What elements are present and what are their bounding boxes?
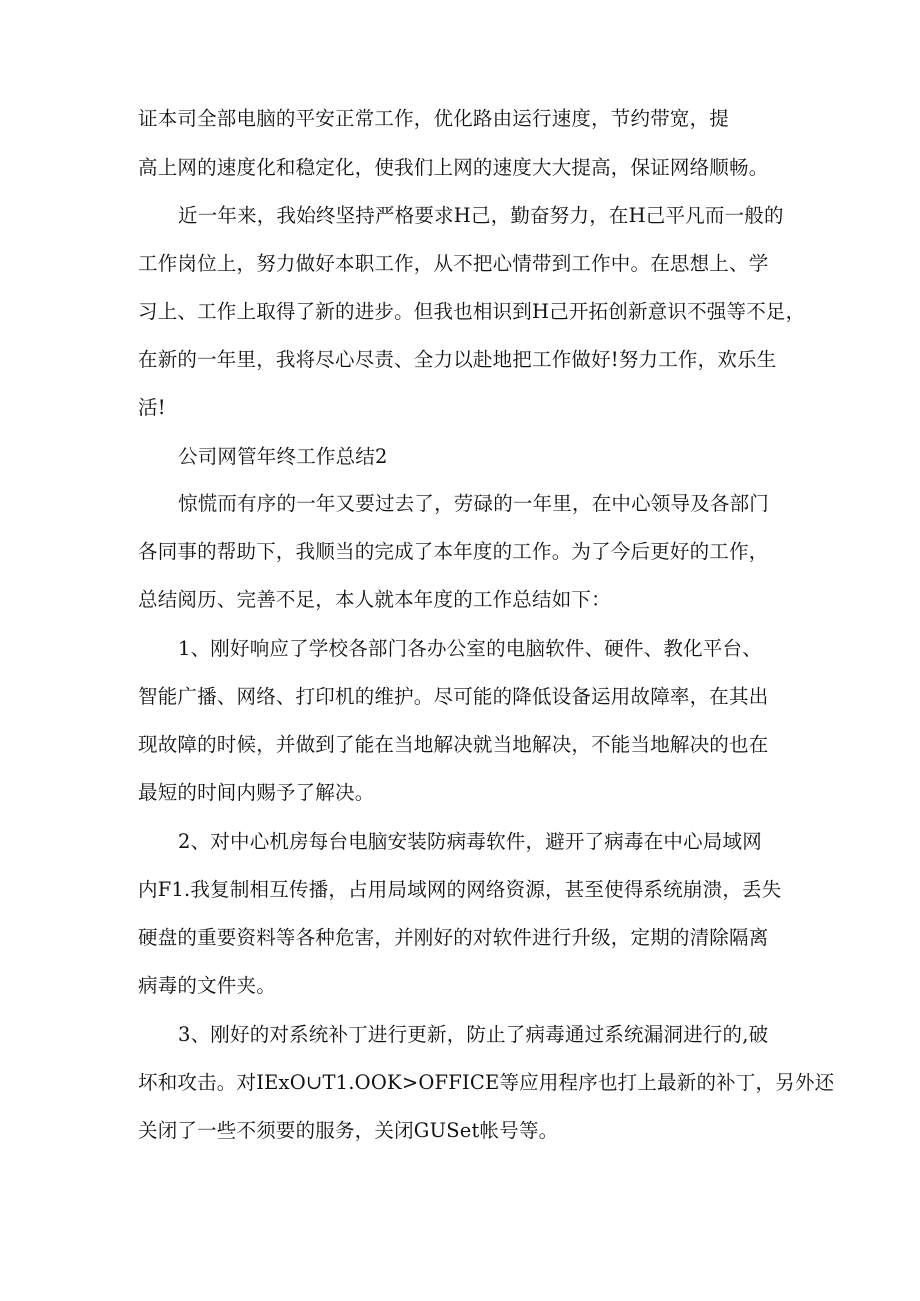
section-heading: 公司网管年终工作总结2 [178,445,388,468]
paragraph-4-line-1: 1、刚好响应了学校各部门各办公室的电脑软件、硬件、教化平台、 [178,637,762,660]
paragraph-3-line-2: 各同事的帮助下，我顺当的完成了本年度的工作。为了今后更好的工作， [138,540,769,563]
paragraph-5-line-2: 内F1.我复制相互传播，占用局域网的网络资源，甚至使得系统崩溃，丢失 [138,878,782,901]
paragraph-6-line-1: 3、刚好的对系统补丁进行更新，防止了病毒通过系统漏洞进行的,破 [178,1023,769,1046]
paragraph-2-line-1: 近一年来，我始终坚持严格要求H己，勤奋努力，在H己平凡而一般的 [178,204,784,227]
paragraph-3-line-3: 总结阅历、完善不足，本人就本年度的工作总结如下： [138,588,611,611]
paragraph-3-line-1: 惊慌而有序的一年又要过去了，劳碌的一年里，在中心领导及各部门 [178,492,770,515]
paragraph-4-line-3: 现故障的时候，并做到了能在当地解决就当地解决，不能当地解决的也在 [138,733,769,756]
paragraph-4-line-2: 智能广播、网络、打印机的维护。尽可能的降低设备运用故障率，在其出 [138,685,769,708]
paragraph-1-line-1: 证本司全部电脑的平安正常工作，优化路由运行速度，节约带宽，提 [138,107,730,130]
paragraph-2-line-5: 活! [138,396,166,419]
paragraph-2-line-2: 工作岗位上，努力做好本职工作，从不把心情带到工作中。在思想上、学 [138,252,769,275]
paragraph-1-line-2: 高上网的速度化和稳定化，使我们上网的速度大大提高，保证网络顺畅。 [138,156,769,179]
paragraph-6-line-3: 关闭了一些不须要的服务，关闭GUSet帐号等。 [138,1119,559,1142]
paragraph-5-line-3: 硬盘的重要资料等各种危害，并刚好的对软件进行升级，定期的清除隔离 [138,926,769,949]
paragraph-4-line-4: 最短的时间内赐予了解决。 [138,781,375,804]
paragraph-5-line-1: 2、对中心机房每台电脑安装防病毒软件，避开了病毒在中心局域网 [178,830,762,853]
paragraph-2-line-4: 在新的一年里，我将尽心尽责、全力以赴地把工作做好!努力工作，欢乐生 [138,348,777,371]
paragraph-6-line-2: 坏和攻击。对IExO∪T1.OOK>OFFICE等应用程序也打上最新的补丁，另外还 [138,1071,835,1094]
paragraph-5-line-4: 病毒的文件夹。 [138,974,276,997]
paragraph-2-line-3: 习上、工作上取得了新的进步。但我也相识到H己开拓创新意识不强等不足， [138,300,806,323]
